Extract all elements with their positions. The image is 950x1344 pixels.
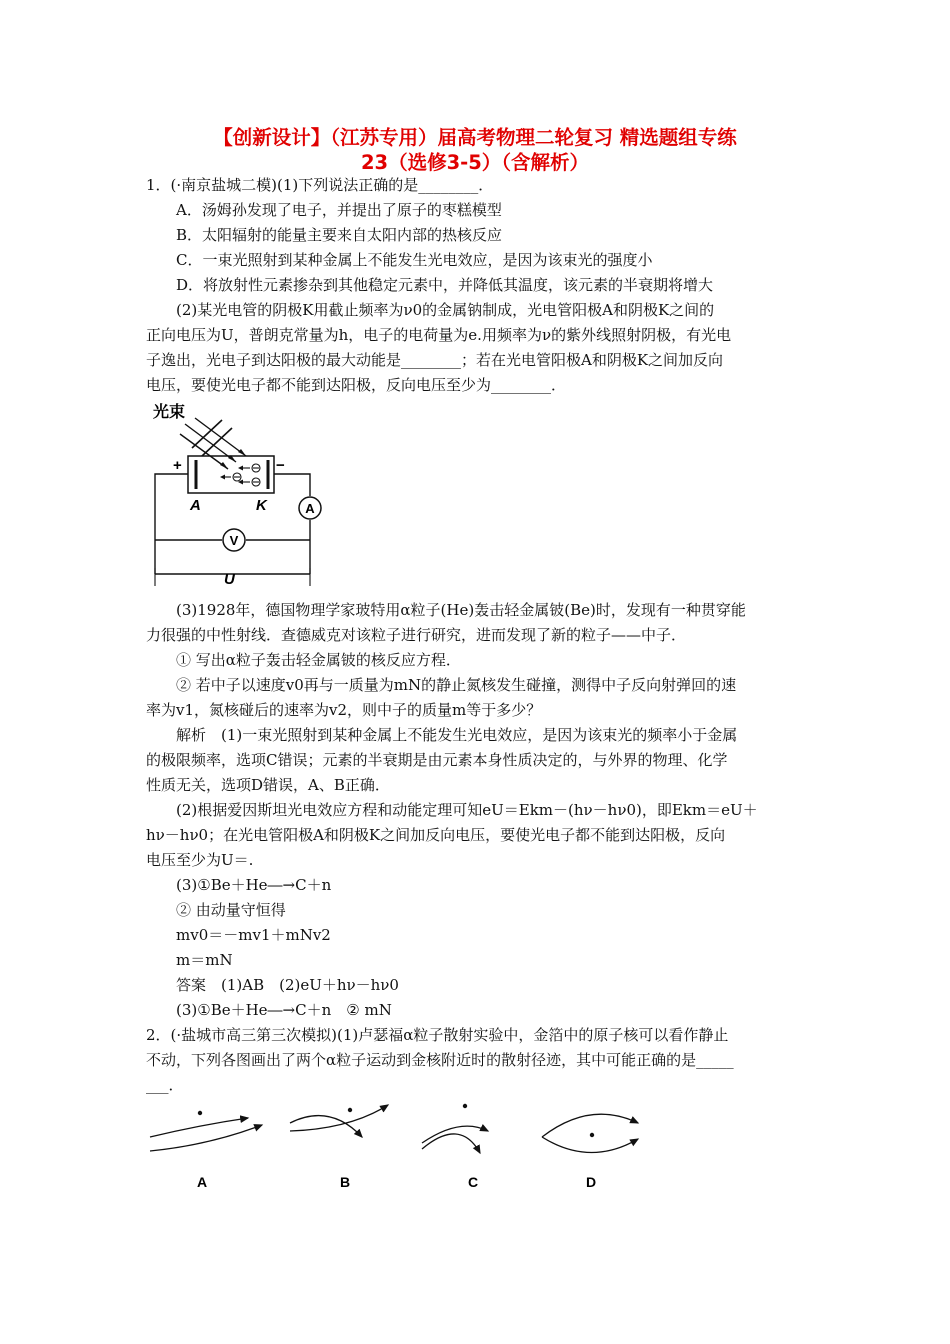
- photocell-circuit-diagram: [140, 398, 340, 588]
- nucleus-b: [348, 1108, 352, 1112]
- q2-line3: ___．: [146, 1076, 184, 1094]
- q1-stem: 1．(·南京盐城二模)(1)下列说法正确的是________．: [146, 176, 494, 194]
- q1-part2-line1: (2)某光电管的阴极K用截止频率为ν0的金属钠制成，光电管阳极A和阴极K之间的: [176, 301, 715, 319]
- q1-option-d: D．将放射性元素掺杂到其他稳定元素中，并降低其温度，该元素的半衰期将增大: [176, 276, 714, 294]
- light-beam-arrows: [180, 418, 246, 469]
- q1-option-a: A．汤姆孙发现了电子，并提出了原子的枣糕模型: [176, 201, 502, 219]
- photocell-tube: [188, 456, 274, 493]
- analysis-line9: mv0＝－mv1＋mNv2: [176, 926, 331, 944]
- answer-line1: 答案 (1)AB (2)eU＋hν－hν0: [176, 976, 399, 994]
- q1-part3-item2-line2: 率为v1，氮核碰后的速率为v2，则中子的质量m等于多少？: [146, 701, 542, 719]
- nucleus-c: [463, 1104, 467, 1108]
- analysis-line4: (2)根据爱因斯坦光电效应方程和动能定理可知eU＝Ekm－(hν－hν0)，即Ekm＝eU＋: [176, 801, 758, 819]
- plus-sign: +: [173, 457, 182, 474]
- tube-window: [192, 420, 232, 456]
- nucleus-d: [590, 1133, 594, 1137]
- anode-label: A: [190, 497, 201, 514]
- q1-part3-item2-line1: ② 若中子以速度v0再与一质量为mN的静止氮核发生碰撞，测得中子反向射弹回的速: [176, 676, 737, 694]
- scatter-label-b: B: [340, 1174, 351, 1190]
- scatter-label-a: A: [197, 1174, 208, 1190]
- scatter-label-d: D: [586, 1174, 597, 1190]
- electrons: [233, 464, 260, 486]
- scattering-diagrams: [140, 1095, 660, 1195]
- analysis-line7: (3)①Be＋He―→C＋n: [176, 876, 332, 894]
- q1-part3-line1: (3)1928年，德国物理学家玻特用α粒子(He)轰击轻金属铍(Be)时，发现有一种贯穿能: [176, 601, 746, 619]
- q1-option-c: C．一束光照射到某种金属上不能发生光电效应，是因为该束光的强度小: [176, 251, 653, 269]
- document-title-line2: 23（选修3-5）（含解析）: [360, 151, 590, 174]
- analysis-line10: m＝mN: [176, 951, 233, 969]
- analysis-line5: hν－hν0；在光电管阳极A和阴极K之间加反向电压，要使光电子都不能到达阳极，反向: [146, 826, 726, 844]
- analysis-line2: 的极限频率，选项C错误；元素的半衰期是由元素本身性质决定的，与外界的物理、化学: [146, 751, 728, 769]
- voltage-label: U: [224, 571, 235, 588]
- scatter-option-c: [422, 1126, 488, 1153]
- q1-part3-line2: 力很强的中性射线．查德威克对该粒子进行研究，进而发现了新的粒子——中子．: [146, 626, 687, 644]
- analysis-line1: 解析 (1)一束光照射到某种金属上不能发生光电效应，是因为该束光的频率小于金属: [176, 726, 738, 744]
- analysis-line6: 电压至少为U＝.: [146, 851, 254, 869]
- scatter-option-a: [150, 1118, 262, 1151]
- scatter-label-c: C: [468, 1174, 479, 1190]
- scatter-option-d: [542, 1114, 638, 1152]
- q1-part2-line3: 子逸出，光电子到达阳极的最大动能是________；若在光电管阳极A和阴极K之间加反向: [146, 351, 724, 369]
- circuit-wires: [155, 474, 310, 574]
- voltmeter-label: V: [229, 533, 239, 548]
- nucleus-a: [198, 1111, 202, 1115]
- q2-line2: 不动，下列各图画出了两个α粒子运动到金核附近时的散射径迹，其中可能正确的是_____: [146, 1051, 734, 1069]
- minus-sign: −: [276, 457, 285, 474]
- document-title-line1: 【创新设计】（江苏专用）届高考物理二轮复习 精选题组专练: [213, 126, 737, 149]
- beam-label: 光束: [153, 404, 186, 421]
- scatter-option-b: [290, 1105, 388, 1137]
- answer-line2: (3)①Be＋He―→C＋n ② mN: [176, 1001, 392, 1019]
- q1-part2-line2: 正向电压为U，普朗克常量为h，电子的电荷量为e.用频率为ν的紫外线照射阴极，有光电: [146, 326, 732, 344]
- q1-option-b: B．太阳辐射的能量主要来自太阳内部的热核反应: [176, 226, 503, 244]
- q1-part3-item1: ① 写出α粒子轰击轻金属铍的核反应方程．: [176, 651, 461, 669]
- ammeter-label: A: [305, 501, 315, 516]
- analysis-line3: 性质无关，选项D错误，A、B正确．: [146, 776, 390, 794]
- q2-line1: 2．(·盐城市高三第三次模拟)(1)卢瑟福α粒子散射实验中，金箔中的原子核可以看作静止: [146, 1026, 729, 1044]
- cathode-label: K: [256, 497, 267, 514]
- q1-part2-line4: 电压，要使光电子都不能到达阳极，反向电压至少为________．: [146, 376, 567, 394]
- analysis-line8: ② 由动量守恒得: [176, 901, 286, 919]
